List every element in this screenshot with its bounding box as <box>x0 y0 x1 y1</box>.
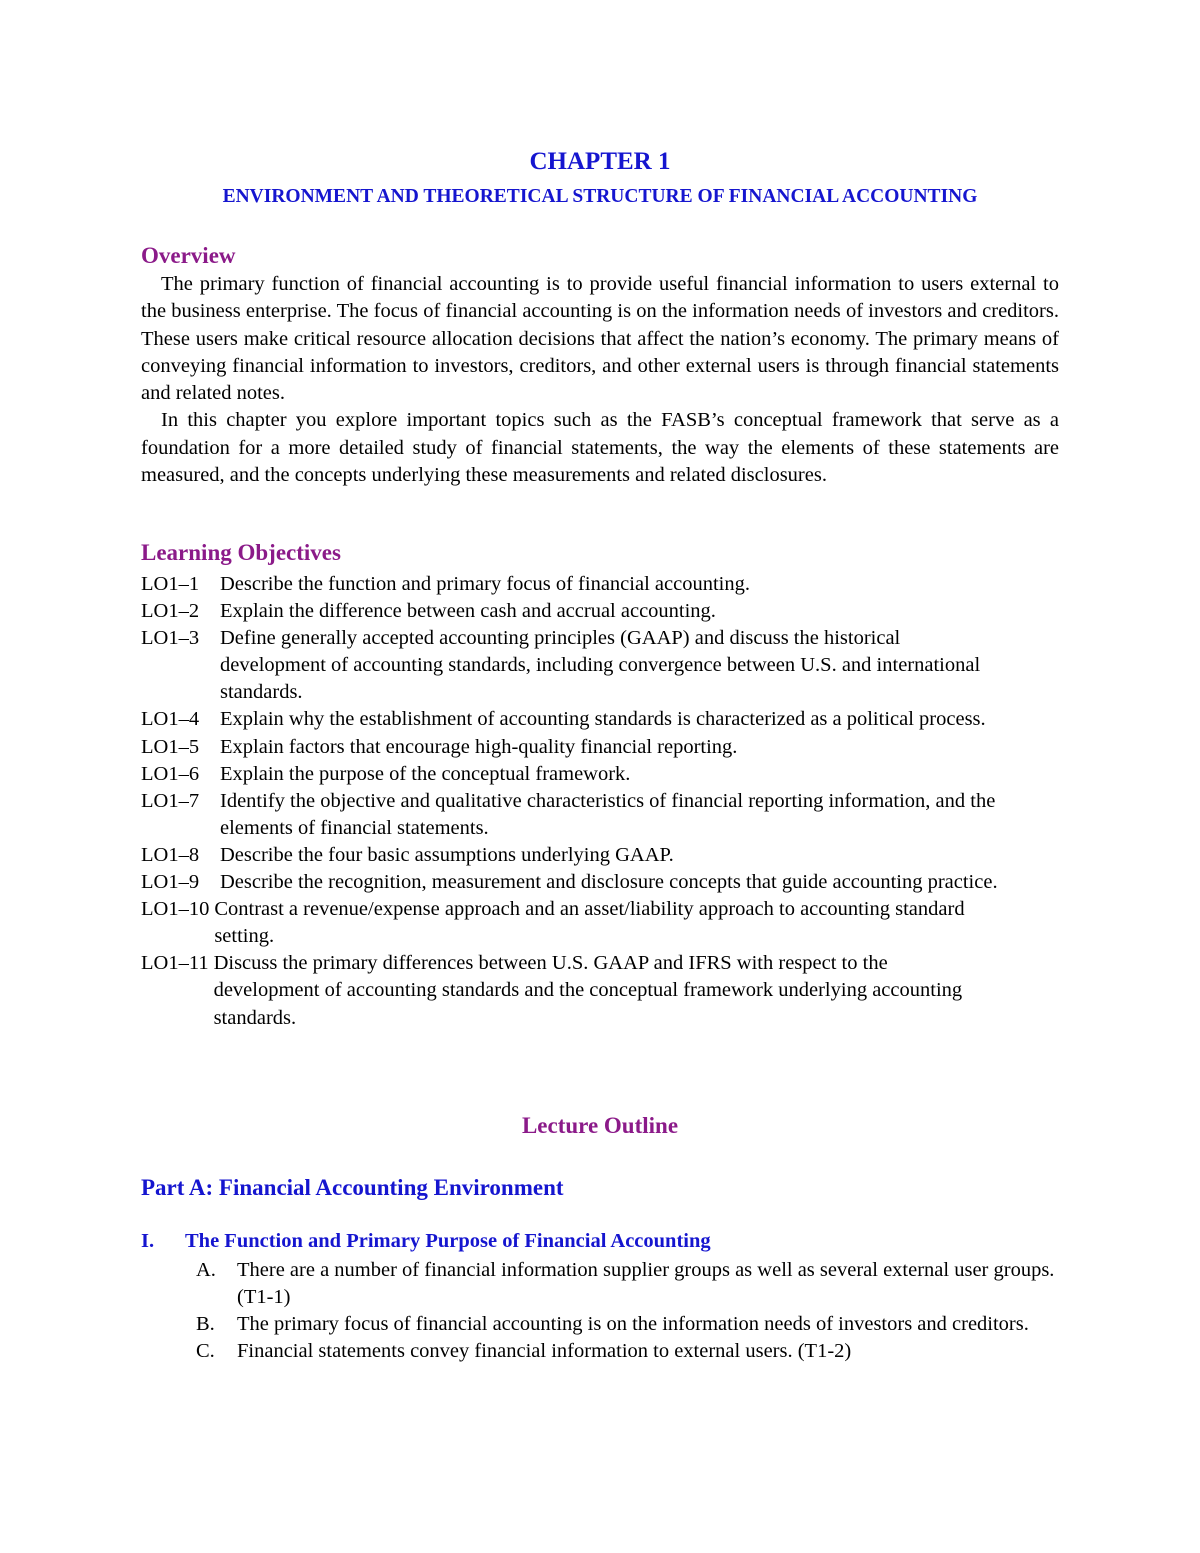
list-item-text: Financial statements convey financial information to external users. (T1-2) <box>237 1340 852 1363</box>
lecture-outline-heading: Lecture Outline <box>521 1113 679 1138</box>
section-heading <box>141 1230 711 1253</box>
learning-objective-code: LO1–9 <box>141 871 200 894</box>
learning-objective-text: Explain the purpose of the conceptual framework. <box>220 762 631 785</box>
learning-objective-code: LO1–6 <box>141 762 200 785</box>
learning-objective-item <box>141 761 1059 788</box>
learning-objective-item <box>141 571 1059 598</box>
overview-paragraph-1: The primary function of financial accounting is to provide useful financial information to users external to the business enterprise. The focus of financial accounting is on the information needs of investors and creditors. These users make critical resource allocation decisions that affect the nation’s economy. The primary means of conveying financial information to investors, creditors, and other external users is through financial statements and related notes. <box>141 273 1059 405</box>
learning-objective-item <box>141 734 1059 761</box>
learning-objectives-heading: Learning Objectives <box>141 540 341 565</box>
learning-objective-item <box>141 869 1059 896</box>
learning-objective-text: Contrast a revenue/expense approach and an asset/liability approach to accounting standard setting. <box>214 898 965 948</box>
learning-objective-text-wrap <box>209 950 1059 1031</box>
learning-objective-item <box>141 706 1059 733</box>
learning-objective-text: Describe the recognition, measurement and disclosure concepts that guide accounting practice. <box>220 871 998 894</box>
learning-objective-item <box>141 788 1059 842</box>
list-item-letter: B. <box>196 1313 215 1336</box>
part-heading: Part A: Financial Accounting Environment <box>141 1175 564 1200</box>
list-item <box>196 1257 1059 1311</box>
section-title: The Function and Primary Purpose of Financial Accounting <box>185 1230 711 1252</box>
list-item-text: There are a number of financial information supplier groups as well as several external user groups. (T1-1) <box>237 1259 1055 1309</box>
learning-objective-text: Describe the four basic assumptions underlying GAAP. <box>220 843 674 866</box>
overview-body <box>141 271 1059 489</box>
learning-objective-code: LO1–3 <box>141 627 200 650</box>
chapter-subtitle: ENVIRONMENT AND THEORETICAL STRUCTURE OF FINANCIAL ACCOUNTING <box>222 186 978 207</box>
learning-objective-text: Explain why the establishment of accounting standards is characterized as a political process. <box>220 708 986 731</box>
learning-objective-code: LO1–11 <box>141 952 209 975</box>
learning-objectives-list <box>141 571 1059 1032</box>
list-item-letter: C. <box>196 1340 215 1363</box>
learning-objective-text: Explain factors that encourage high-quality financial reporting. <box>220 735 738 758</box>
learning-objective-text-wrap <box>209 896 1059 950</box>
learning-objective-text: Define generally accepted accounting principles (GAAP) and discuss the historical development of accounting standards, including convergence between U.S. and international standards. <box>220 627 981 704</box>
list-item-text: The primary focus of financial accounting is on the information needs of investors and creditors. <box>237 1313 1029 1336</box>
learning-objective-text: Describe the function and primary focus of financial accounting. <box>220 573 750 595</box>
list-item <box>196 1311 1059 1338</box>
learning-objective-code: LO1–4 <box>141 708 200 731</box>
learning-objective-item <box>141 950 1059 1031</box>
learning-objective-item <box>141 842 1059 869</box>
list-item-letter: A. <box>196 1259 216 1281</box>
learning-objective-item <box>141 598 1059 625</box>
learning-objective-text: Discuss the primary differences between U.S. GAAP and IFRS with respect to the development of accounting standards and the conceptual framework underlying accounting standards. <box>213 952 963 1029</box>
section-items-list <box>196 1257 1059 1365</box>
chapter-title: CHAPTER 1 <box>529 148 671 175</box>
section-number: I. <box>141 1230 155 1252</box>
learning-objective-code: LO1–5 <box>141 735 200 758</box>
learning-objective-code: LO1–10 <box>141 898 210 921</box>
list-item <box>196 1338 1059 1365</box>
learning-objective-code: LO1–8 <box>141 843 200 866</box>
learning-objective-code: LO1–1 <box>141 573 200 595</box>
learning-objective-item <box>141 896 1059 950</box>
learning-objective-code: LO1–7 <box>141 789 200 812</box>
learning-objective-text: Identify the objective and qualitative characteristics of financial reporting information, and the elements of financial statements. <box>220 789 996 839</box>
learning-objective-text: Explain the difference between cash and accrual accounting. <box>220 600 716 623</box>
learning-objective-item <box>141 625 1059 706</box>
learning-objective-code: LO1–2 <box>141 600 200 623</box>
overview-heading: Overview <box>141 243 236 268</box>
overview-paragraph-2: In this chapter you explore important topics such as the FASB’s conceptual framework that serve as a foundation for a more detailed study of financial statements, the way the elements of these statements are measured, and the concepts underlying these measurements and related disclosures. <box>141 409 1059 487</box>
